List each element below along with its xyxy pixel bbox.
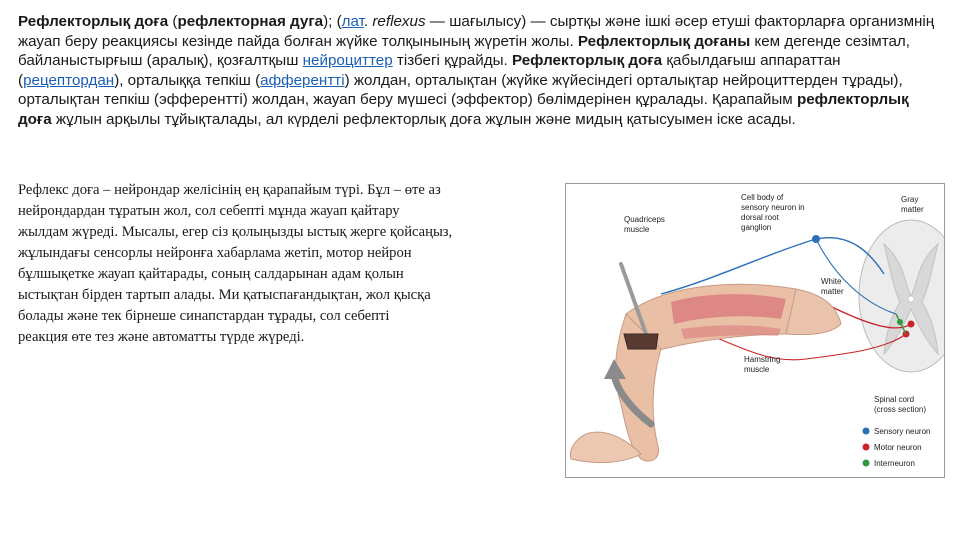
- term-bold: Рефлекторлық доғаны: [577, 32, 751, 50]
- label-spinal-cord: (cross section): [874, 405, 927, 414]
- link-neurocytes[interactable]: нейроциттер: [302, 52, 393, 70]
- legend: [863, 427, 931, 468]
- label-white-matter: matter: [821, 287, 844, 296]
- label-hamstring: Hamstring: [744, 355, 781, 364]
- paragraph-line: ыстықтан бірден тартып алады. Ми қатыспағандықтан, жол қысқа: [18, 287, 431, 303]
- legend-item-interneuron: Interneuron: [874, 459, 915, 468]
- legend-item-motor: Motor neuron: [874, 443, 922, 452]
- paragraph-line: болады және тек бірнеше синапстардан тұрады, сол себепті: [18, 308, 390, 324]
- motor-cell-body: [908, 321, 915, 328]
- ganglion-cell-body: [812, 235, 820, 243]
- legend-swatch: [863, 460, 870, 467]
- paragraph-line: жылдам жүреді. Мысалы, егер сіз қолыңызды ыстық жерге қойсаңыз,: [18, 224, 453, 240]
- term-russian-bold: рефлекторная дуга: [177, 13, 324, 30]
- term-latin: reflexus: [372, 13, 426, 30]
- link-afferent[interactable]: афферентті: [260, 71, 345, 89]
- reflex-arc-illustration: [566, 184, 944, 477]
- label-cell-body: sensory neuron in: [741, 203, 805, 212]
- spinal-cord-cross-section: [859, 220, 944, 372]
- paragraph-line: реакция өте тез және автоматты түрде жүреді.: [18, 329, 305, 345]
- label-cell-body: ganglion: [741, 223, 772, 232]
- label-cell-body: Cell body of: [741, 193, 784, 202]
- label-quadriceps: Quadriceps: [624, 215, 665, 224]
- label-gray-matter: matter: [901, 205, 924, 214]
- label-gray-matter: Gray: [901, 195, 919, 204]
- term-bold: Рефлекторлық доға: [511, 52, 663, 70]
- paragraph-line: Рефлекс доға – нейрондар желісінің ең қарапайым түрі. Бұл – өте аз: [18, 182, 441, 198]
- paragraph-line: бұлшықетке жауап қайтарады, соның салдарынан адам қолын: [18, 266, 404, 282]
- label-white-matter: White: [821, 277, 842, 286]
- interneuron-cell-body: [897, 319, 903, 325]
- label-hamstring: muscle: [744, 365, 770, 374]
- intro-paragraph: Рефлекторлық доға (рефлекторная дуга); (лат. reflexus — шағылысу) — сыртқы және ішкі әсер етуші факторларға организмнің жауап беру реакциясы кезінде пайда болған жүйке толқынының жүретін жолы. Рефлекторлық доғаны кем дегенде сезімтал, байланыстырғыш (аралық), қозғалтқыш нейроциттер тізбегі құрайды. Рефлекторлық доға қабылдағыш аппараттан (рецептордан), орталыққа тепкіш (афферентті) жолдан, орталықтан (жүйке жүйесіндегі орталықтар нейроциттерден тұрады), орталықтан тепкіш (эфферентті) жолдан, жауап беру мүшесі (эффектор) бөлімдерінен құралады. Қарапайым рефлекторлық доға жұлын арқылы тұйықталады, ал күрделі рефлекторлық доға жұлын және мидың қатысуымен іске асады.: [18, 13, 935, 128]
- paragraph-line: нейрондардан тұратын жол, сол себепті мұнда жауап қайтару: [18, 203, 400, 219]
- label-spinal-cord: Spinal cord: [874, 395, 915, 404]
- reflex-arc-paragraph: [18, 180, 558, 348]
- label-cell-body: dorsal root: [741, 213, 779, 222]
- legend-item-sensory: Sensory neuron: [874, 427, 931, 436]
- paragraph-line: жұлындағы сенсорлы нейронға хабарлама жетіп, мотор нейрон: [18, 245, 412, 261]
- label-quadriceps: muscle: [624, 225, 650, 234]
- legend-swatch: [863, 428, 870, 435]
- term-bold: Рефлекторлық доға: [18, 13, 169, 30]
- link-receptors[interactable]: рецептордан: [23, 71, 115, 89]
- link-lat[interactable]: лат: [341, 13, 364, 30]
- term-bold: рефлекторлық доға: [18, 91, 909, 128]
- reflex-arc-figure: [565, 183, 945, 478]
- legend-swatch: [863, 444, 870, 451]
